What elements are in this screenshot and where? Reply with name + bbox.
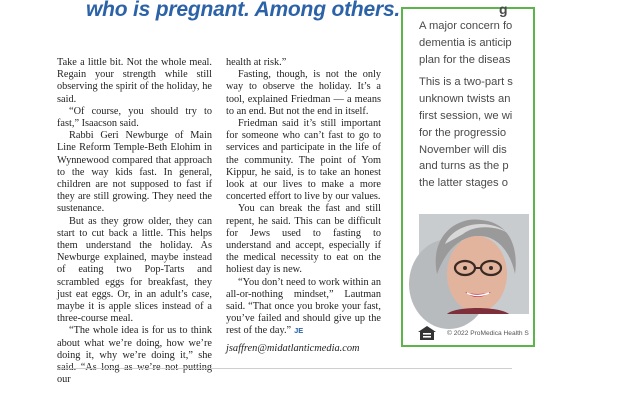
ad-footer [417,324,529,342]
ad-line: plan for the diseas [419,53,511,66]
article-paragraph: “Of course, you should try to fast,” Isaacson said. [57,105,212,130]
ad-line: A major concern fo [419,20,513,32]
author-email[interactable]: jsaffren@midatlanticmedia.com [226,343,360,354]
presenter-photo [419,214,529,314]
article-paragraph: Take a little bit. Not the whole meal. Regain your strength while still observing the spirit of the holiday, he said. [57,57,212,105]
ad-line: the latter stages o [419,177,508,190]
article-paragraph: health at risk.” [226,57,287,68]
ad-line: This is a two-part s [419,76,513,89]
article-column-right [226,57,381,338]
ad-line: for the progressio [419,126,507,139]
ad-top-fragment: g [499,1,508,17]
article-paragraph: You can break the fast and still repent, he said. This can be difficult for Jews used to fasting to understand and accept, especially if the medical necessity to eat on the holiest day is new. [226,203,381,276]
page-divider [57,368,512,369]
article-paragraph: “The whole idea is for us to think about what we’re doing, how we’re doing it, why we’re doing it,” she our [57,325,212,386]
ad-line: and turns as the p [419,160,509,173]
article-paragraph: Friedman said it’s still important for someone who can’t fast to go to services and participate in the life of the community. The point of Yom Kippur, he said, is to take an honest look at our lives to make a more concerted effort to live by our values. [226,118,381,203]
article-paragraph: Rabbi Geri Newburge of Main Line Reform Temple-Beth Elohim in Wynnewood compared that approach to the way kids fast. In general, children are not supposed to fast if they are still growing. They need the sustenance. [57,130,212,215]
ad-line: November will dis [419,143,507,156]
article-last-paragraph [226,277,381,338]
end-mark: JE [294,326,304,336]
promedica-ad[interactable] [401,1,535,347]
headline: who is pregnant. Among others. [86,0,401,21]
ad-body-text [419,18,619,192]
equal-housing-icon [417,325,437,341]
ad-line: unknown twists an [419,93,511,106]
article-column-left [57,57,212,386]
article-paragraph-text: “You don’t need to work within an all-or-nothing mindset,” Lautman said. “That once you broke your fast, you’ve failed and should give up the rest of the day.” [226,276,381,337]
article-paragraph: Fasting, though, is not the only way to observe the holiday. It’s a tool, explained Friedman — a means to an end. But not the end in itself. [226,69,381,117]
ad-copyright: © 2022 ProMedica Health S [447,329,529,337]
ad-line: first session, we wi [419,109,513,122]
ad-line: dementia is anticip [419,36,512,49]
article-paragraph: But as they grow older, they can start to cut back a little. This helps them understand the holiday. As Newburge explained, maybe instead of eating two Pop-Tarts and scrambled eggs for breakfast, they just eat eggs. Or, in an adult’s case, maybe it is apple slices instead of a three-course meal. [57,215,212,325]
presenter-portrait [419,214,529,314]
